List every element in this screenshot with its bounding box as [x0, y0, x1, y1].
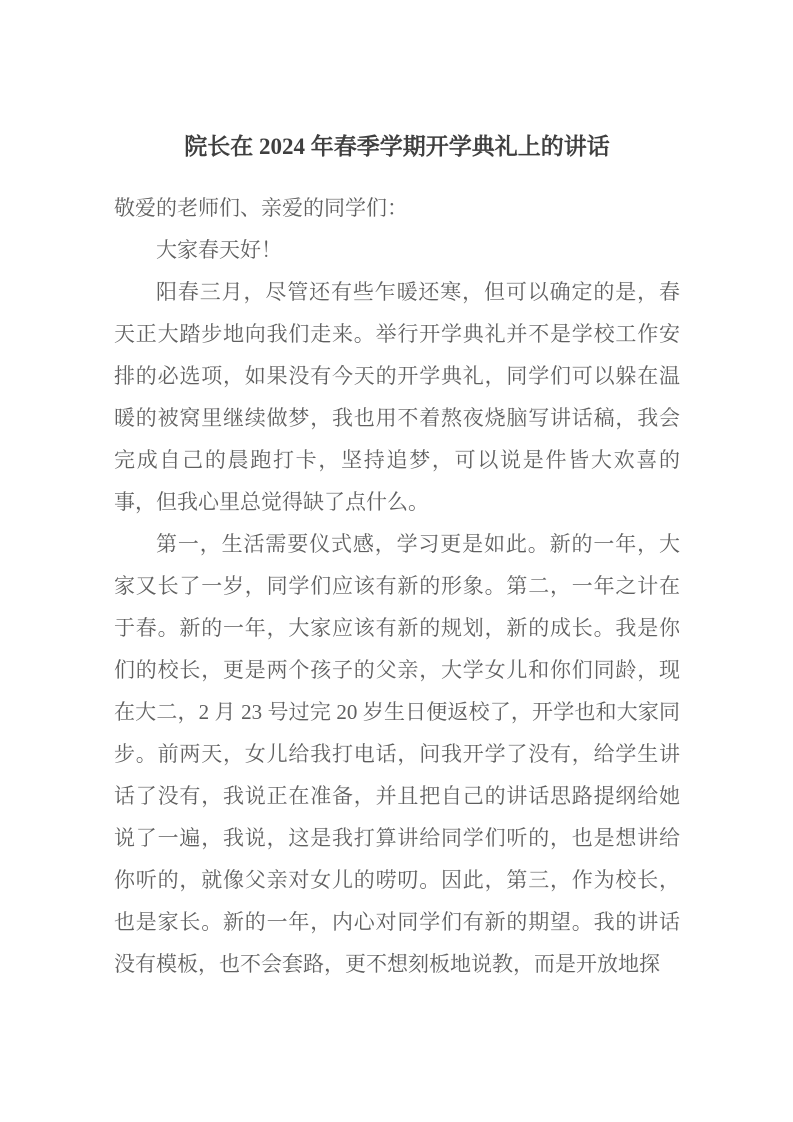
document-body — [114, 187, 680, 985]
paragraph-salutation: 敬爱的老师们、亲爱的同学们： — [114, 196, 408, 220]
paragraph-body-2: 第一，生活需要仪式感，学习更是如此。新的一年，大家又长了一岁，同学们应该有新的形象。第二，一年之计在于春。新的一年，大家应该有新的规划，新的成长。我是你们的校长，更是两个孩子的父亲，大学女儿和你们同龄，现在大二，2 月 23 号过完 20 岁生日便返校了，开学也和大家同步。前两天，女儿给我打电话，问我开学了没有，给学生讲话了没有，我说正在准备，并且把自己的讲话思路提纲给她说了一遍，我说，这是我打算讲给同学们听的，也是想讲给你听的，就像父亲对女儿的唠叨。因此，第三，作为校长，也是家长。新的一年，内心对同学们有新的期望。我的讲话没有模板，也不会套路，更不想刻板地说教，而是开放地探 — [114, 532, 680, 976]
document-title: 院长在 2024 年春季学期开学典礼上的讲话 — [184, 134, 610, 159]
paragraph-greeting: 大家春天好！ — [156, 238, 282, 262]
paragraph-body-1: 阳春三月，尽管还有些乍暖还寒，但可以确定的是，春天正大踏步地向我们走来。举行开学典礼并不是学校工作安排的必选项，如果没有今天的开学典礼，同学们可以躲在温暖的被窝里继续做梦，我也用不着熬夜烧脑写讲话稿，我会完成自己的晨跑打卡，坚持追梦，可以说是件皆大欢喜的事，但我心里总觉得缺了点什么。 — [114, 280, 680, 514]
